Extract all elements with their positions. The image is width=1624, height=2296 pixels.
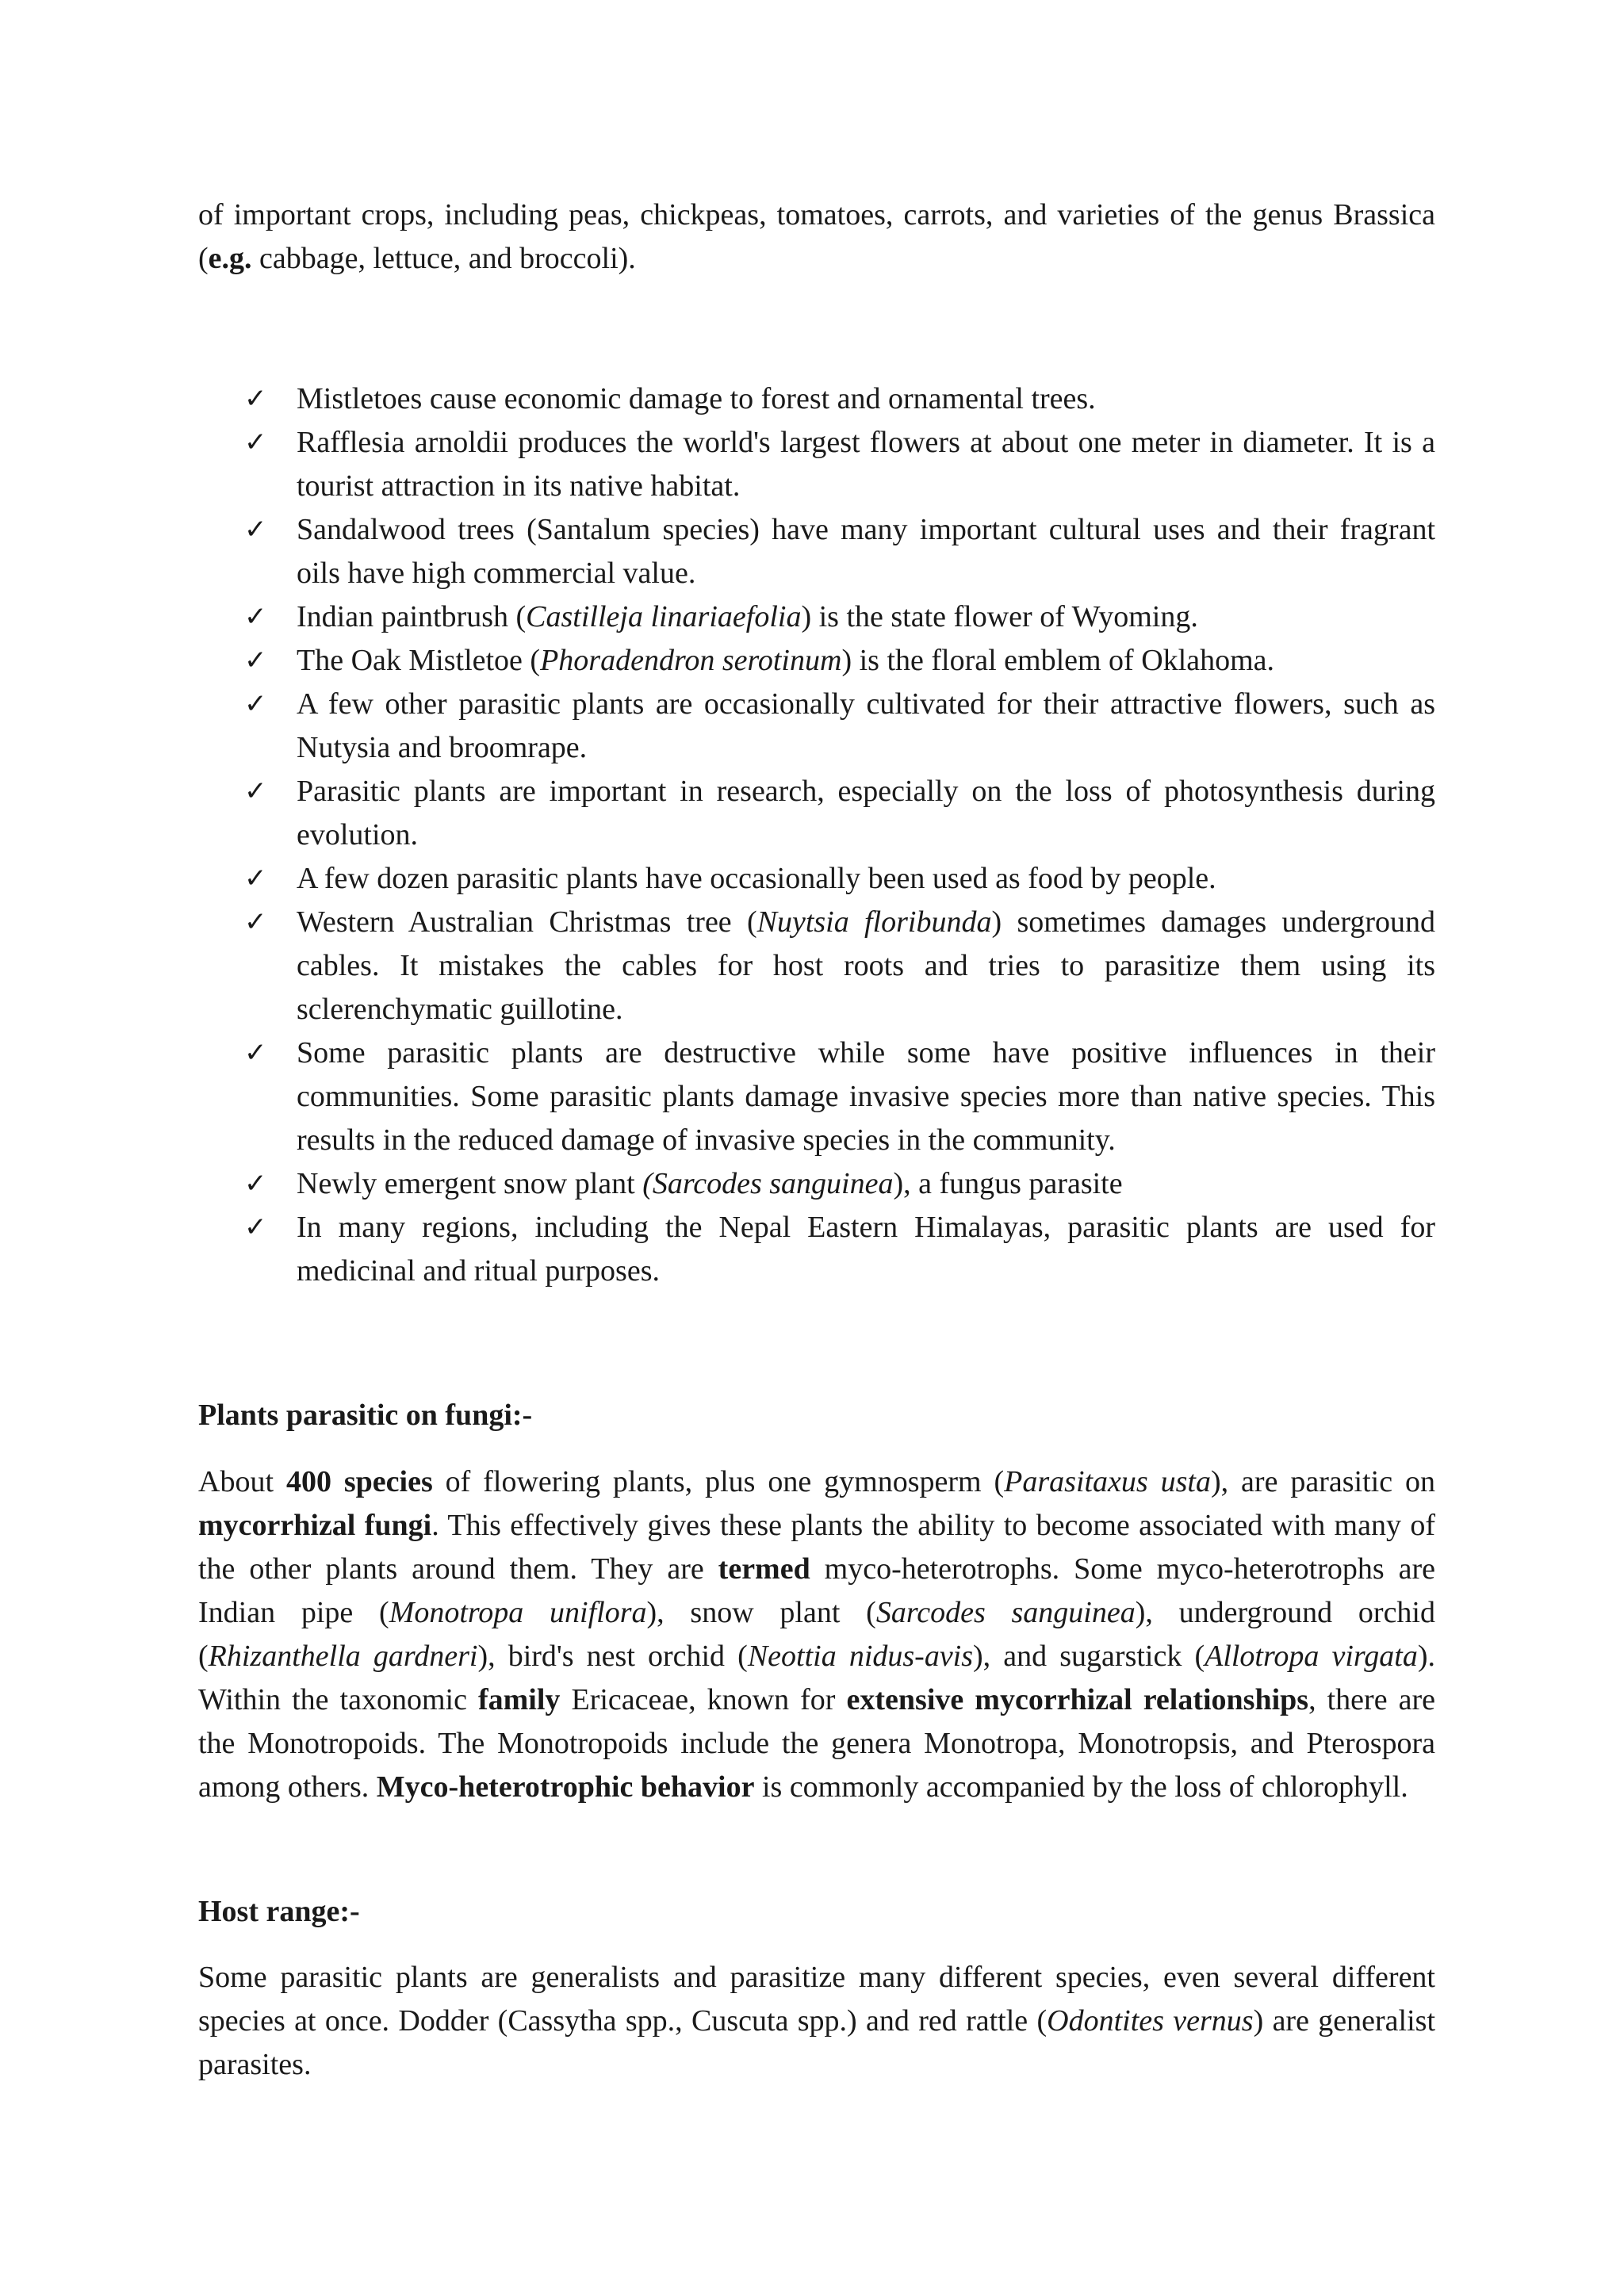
list-item-text: Western Australian Christmas tree ( — [297, 905, 757, 939]
species-name: (Sarcodes sanguinea — [642, 1167, 894, 1200]
text-run: ), bird's nest orchid ( — [477, 1640, 748, 1673]
intro-paragraph — [198, 193, 1435, 281]
fungi-paragraph — [198, 1460, 1435, 1809]
text-run: myco-heterotrophs. Some myco-heterotrophs are Indian pipe ( — [198, 1552, 1435, 1629]
list-item-text: Newly emergent snow plant — [297, 1167, 643, 1200]
text-run: ), and sugarstick ( — [973, 1640, 1205, 1673]
intro-eg: e.g. — [208, 242, 252, 275]
check-mark-icon: ✓ — [244, 514, 267, 545]
list-item — [198, 508, 1435, 595]
text-run: , there are the Monotropoids. The Monotropoids include the genera Monotropa, Monotropsis, and Pterospora among others. — [198, 1683, 1436, 1804]
list-item-text: Mistletoes cause economic damage to forest and ornamental trees. — [297, 382, 1096, 415]
list-item-text: Some parasitic plants are destructive while some have positive influences in their communities. Some parasitic plants damage invasive species more than native species. This results in the reduced damage of invasive species in the community. — [297, 1036, 1435, 1157]
list-item — [198, 1031, 1435, 1162]
list-item-text: Rafflesia arnoldii produces the world's largest flowers at about one meter in diameter. It is a tourist attraction in its native habitat. — [297, 426, 1435, 503]
emphasis: mycorrhizal fungi — [198, 1509, 432, 1542]
text-run: Some parasitic plants are generalists and parasitize many different species, even several different species at once. Dodder (Cassytha spp., Cuscuta spp.) and red rattle ( — [198, 1961, 1435, 2038]
text-run: ). Within the taxonomic — [198, 1640, 1435, 1716]
section-heading-host-range: Host range:- — [198, 1895, 360, 1928]
list-item-text: ), a fungus parasite — [893, 1167, 1123, 1200]
list-item — [198, 421, 1435, 508]
emphasis: family — [478, 1683, 561, 1716]
section-heading-fungi: Plants parasitic on fungi:- — [198, 1399, 533, 1432]
emphasis: Myco-heterotrophic behavior — [376, 1770, 755, 1804]
species-name: Odontites vernus — [1047, 2004, 1254, 2038]
list-item-text: The Oak Mistletoe ( — [297, 644, 541, 677]
species-name: Allotropa virgata — [1205, 1640, 1418, 1673]
list-item-text: Sandalwood trees (Santalum species) have many important cultural uses and their fragrant oils have high commercial value. — [297, 513, 1435, 590]
check-mark-icon: ✓ — [244, 863, 267, 894]
check-mark-icon: ✓ — [244, 645, 267, 676]
list-item — [198, 770, 1435, 857]
intro-text-end: cabbage, lettuce, and broccoli). — [251, 242, 636, 275]
check-mark-icon: ✓ — [244, 1037, 267, 1069]
text-run: ) are generalist parasites. — [198, 2004, 1436, 2081]
list-item — [198, 1162, 1435, 1206]
species-name: Monotropa uniflora — [389, 1596, 647, 1629]
species-name: Parasitaxus usta — [1004, 1465, 1211, 1498]
check-mark-icon: ✓ — [244, 906, 267, 938]
list-item — [198, 683, 1435, 770]
host-range-paragraph — [198, 1956, 1435, 2087]
list-item-text: A few other parasitic plants are occasionally cultivated for their attractive flowers, such as Nutysia and broomrape. — [297, 687, 1435, 764]
check-mark-icon: ✓ — [244, 383, 267, 415]
list-item-text: In many regions, including the Nepal Eastern Himalayas, parasitic plants are used for medicinal and ritual purposes. — [297, 1211, 1435, 1288]
species-name: Rhizanthella gardneri — [208, 1640, 478, 1673]
text-run: ), are parasitic on — [1210, 1465, 1436, 1498]
text-run: ), snow plant ( — [646, 1596, 876, 1629]
check-mark-icon: ✓ — [244, 601, 267, 633]
list-item — [198, 901, 1435, 1031]
species-name: Phoradendron serotinum — [540, 644, 842, 677]
list-item-text: Indian paintbrush ( — [297, 600, 527, 633]
species-name: Nuytsia floribunda — [756, 905, 992, 939]
text-run: . This effectively gives these plants the ability to become associated with many of the other plants around them. They are — [198, 1509, 1435, 1586]
species-name: Neottia nidus-avis — [747, 1640, 974, 1673]
species-name: Sarcodes sanguinea — [875, 1596, 1136, 1629]
text-run: of flowering plants, plus one gymnosperm ( — [432, 1465, 1005, 1498]
list-item-text: A few dozen parasitic plants have occasionally been used as food by people. — [297, 862, 1216, 895]
species-name: Castilleja linariaefolia — [526, 600, 802, 633]
check-mark-icon: ✓ — [244, 427, 267, 458]
check-mark-icon: ✓ — [244, 688, 267, 720]
importance-list — [198, 377, 1435, 1293]
list-item — [198, 857, 1435, 901]
list-item — [198, 377, 1435, 421]
emphasis: termed — [718, 1552, 810, 1586]
list-item — [198, 639, 1435, 683]
intro-text: of important crops, including peas, chickpeas, tomatoes, carrots, and varieties of the genus Brassica ( — [198, 198, 1435, 275]
check-mark-icon: ✓ — [244, 775, 267, 807]
text-run: ), underground orchid ( — [198, 1596, 1435, 1673]
list-item-text: ) is the floral emblem of Oklahoma. — [841, 644, 1275, 677]
emphasis: extensive mycorrhizal relationships — [846, 1683, 1309, 1716]
check-mark-icon: ✓ — [244, 1168, 267, 1200]
check-mark-icon: ✓ — [244, 1211, 267, 1243]
text-run: Ericaceae, known for — [560, 1683, 847, 1716]
list-item-text: ) is the state flower of Wyoming. — [801, 600, 1198, 633]
text-run: About — [198, 1465, 286, 1498]
list-item-text: ) sometimes damages underground cables. It mistakes the cables for host roots and tries to parasitize them using its sclerenchymatic guillotine. — [297, 905, 1435, 1026]
list-item — [198, 595, 1435, 639]
text-run: is commonly accompanied by the loss of chlorophyll. — [754, 1770, 1408, 1804]
list-item-text: Parasitic plants are important in research, especially on the loss of photosynthesis during evolution. — [297, 775, 1435, 851]
emphasis: 400 species — [285, 1465, 433, 1498]
list-item — [198, 1206, 1435, 1293]
